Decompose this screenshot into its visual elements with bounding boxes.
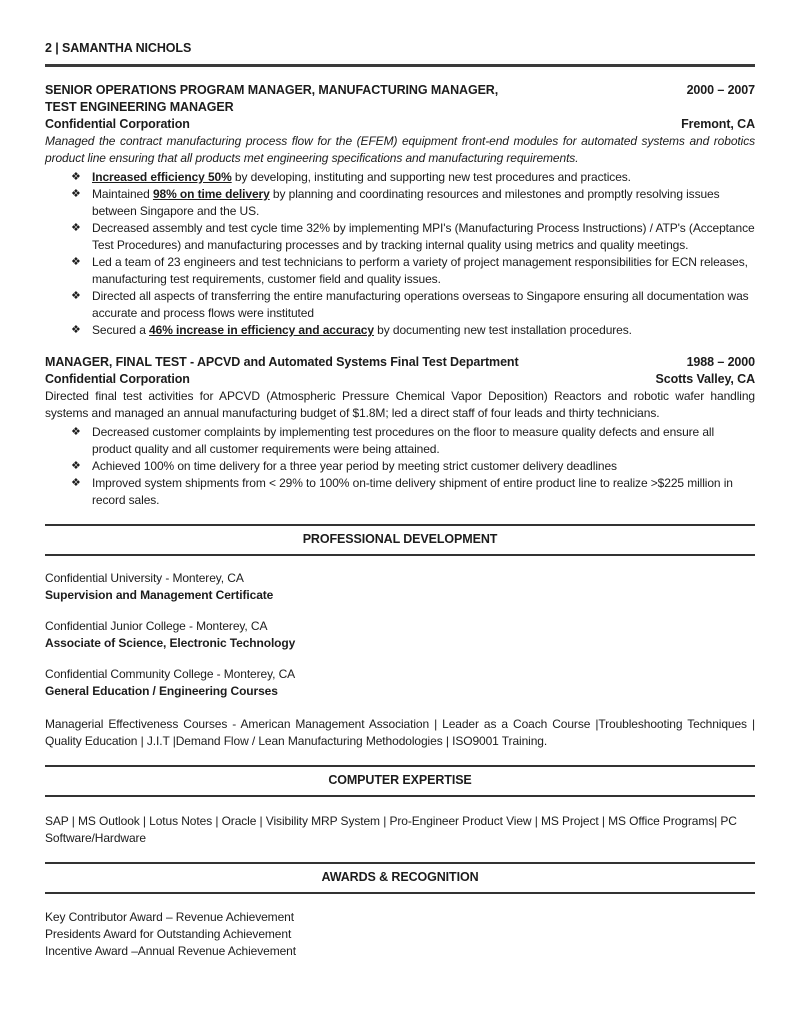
credential-name: Associate of Science, Electronic Technology — [45, 636, 296, 650]
job-summary: Directed final test activities for APCVD (Atmospheric Pressure Chemical Vapor Deposition) Reactors and robotic wafer handling systems and managed an annual manufacturing budget of $1.8M; led a direct staff of four leads and thirty technicians. — [45, 389, 755, 420]
education-entry — [45, 666, 755, 700]
bullet-item — [45, 220, 755, 254]
education-entry — [45, 618, 755, 652]
bullet-text: Secured a — [92, 323, 150, 337]
job-title: SENIOR OPERATIONS PROGRAM MANAGER, MANUFACTURING MANAGER, — [45, 83, 499, 97]
bullet-text: Decreased customer complaints by implementing test procedures on the floor to measure quality defects and ensure all product quality and all customer requirements were being attained. — [92, 425, 715, 456]
job-title-line2: TEST ENGINEERING MANAGER — [45, 100, 234, 114]
company-name: Confidential Corporation — [45, 372, 190, 386]
bullet-text: Achieved 100% on time delivery for a three year period by meeting strict customer delivery deadlines — [92, 459, 617, 473]
bullet-item — [45, 288, 755, 322]
computer-skills-paragraph: SAP | MS Outlook | Lotus Notes | Oracle | Visibility MRP System | Pro-Engineer Product View | MS Project | MS Office Programs| PC Software/Hardware — [45, 814, 737, 845]
diamond-bullet-icon: ❖ — [71, 324, 81, 336]
section-heading-computer-expertise: COMPUTER EXPERTISE — [45, 765, 755, 797]
job-dates: 1988 – 2000 — [686, 355, 755, 369]
bullet-text: Improved system shipments from < 29% to 100% on-time delivery shipment of entire product line to realize >$225 million in record sales. — [92, 476, 733, 507]
company-name: Confidential Corporation — [45, 117, 190, 131]
bullet-text: by developing, instituting and supporting new test procedures and practices. — [231, 170, 631, 184]
bullet-highlight: 46% increase in efficiency and accuracy — [149, 323, 374, 337]
credential-name: General Education / Engineering Courses — [45, 684, 278, 698]
job-title-row — [45, 82, 755, 99]
company-row — [45, 371, 755, 388]
bullet-text: Directed all aspects of transferring the entire manufacturing operations overseas to Singapore ensuring all documentation was accurate and process flows were instituted — [92, 289, 749, 320]
section-heading-professional-development: PROFESSIONAL DEVELOPMENT — [45, 524, 755, 556]
job-location: Fremont, CA — [681, 117, 755, 131]
award-item: Key Contributor Award – Revenue Achievement — [45, 910, 294, 924]
bullet-list — [45, 169, 755, 339]
school-name: Confidential Junior College - Monterey, CA — [45, 619, 268, 633]
bullet-item — [45, 186, 755, 220]
job-section-senior-operations — [45, 82, 755, 339]
education-entry — [45, 570, 755, 604]
bullet-item — [45, 169, 755, 186]
school-name: Confidential Community College - Monterey, CA — [45, 667, 296, 681]
bullet-text: by documenting new test installation procedures. — [373, 323, 632, 337]
diamond-bullet-icon: ❖ — [71, 460, 81, 472]
section-heading-awards-recognition: AWARDS & RECOGNITION — [45, 862, 755, 894]
award-item: Presidents Award for Outstanding Achievement — [45, 927, 292, 941]
job-title: MANAGER, FINAL TEST - APCVD and Automated Systems Final Test Department — [45, 355, 519, 369]
diamond-bullet-icon: ❖ — [71, 477, 81, 489]
job-dates: 2000 – 2007 — [686, 83, 755, 97]
bullet-item — [45, 254, 755, 288]
bullet-item — [45, 475, 755, 509]
awards-list — [45, 909, 755, 960]
courses-paragraph: Managerial Effectiveness Courses - American Management Association | Leader as a Coach Course |Troubleshooting Techniques | Quality Education | J.I.T |Demand Flow / Lean Manufacturing Methodologies | ISO9001 Training. — [45, 717, 755, 748]
page-number-header: 2 | SAMANTHA NICHOLS — [45, 40, 755, 67]
bullet-text: by planning and coordinating resources and milestones and promptly resolving issues between Singapore and the US. — [92, 187, 720, 218]
school-name: Confidential University - Monterey, CA — [45, 571, 244, 585]
bullet-item — [45, 458, 755, 475]
bullet-highlight: Increased efficiency 50% — [92, 170, 232, 184]
diamond-bullet-icon: ❖ — [71, 188, 81, 200]
award-item: Incentive Award –Annual Revenue Achievement — [45, 944, 296, 958]
bullet-text: Maintained — [92, 187, 153, 201]
job-title-row — [45, 354, 755, 371]
diamond-bullet-icon: ❖ — [71, 290, 81, 302]
bullet-item — [45, 424, 755, 458]
job-summary: Managed the contract manufacturing process flow for the (EFEM) equipment front-end modules for automated systems and robotics product line ensuring that all products met engineering specifications and manufacturing requirements. — [45, 134, 755, 165]
bullet-highlight: 98% on time delivery — [152, 187, 270, 201]
job-location: Scotts Valley, CA — [655, 372, 755, 386]
job-section-manager-final-test — [45, 354, 755, 509]
bullet-list — [45, 424, 755, 509]
diamond-bullet-icon: ❖ — [71, 426, 81, 438]
bullet-item — [45, 322, 755, 339]
diamond-bullet-icon: ❖ — [71, 222, 81, 234]
diamond-bullet-icon: ❖ — [71, 256, 81, 268]
bullet-text: Led a team of 23 engineers and test technicians to perform a variety of project management responsibilities for ECN releases, manufacturing test requirements, customer field and quality issues. — [92, 255, 748, 286]
company-row — [45, 116, 755, 133]
diamond-bullet-icon: ❖ — [71, 171, 81, 183]
bullet-text: Decreased assembly and test cycle time 32% by implementing MPI's (Manufacturing Process Instructions) / ATP's (Acceptance Test Procedures) and manufacturing processes and by tracking internal quality using metrics and quality meetings. — [92, 221, 755, 252]
credential-name: Supervision and Management Certificate — [45, 588, 274, 602]
